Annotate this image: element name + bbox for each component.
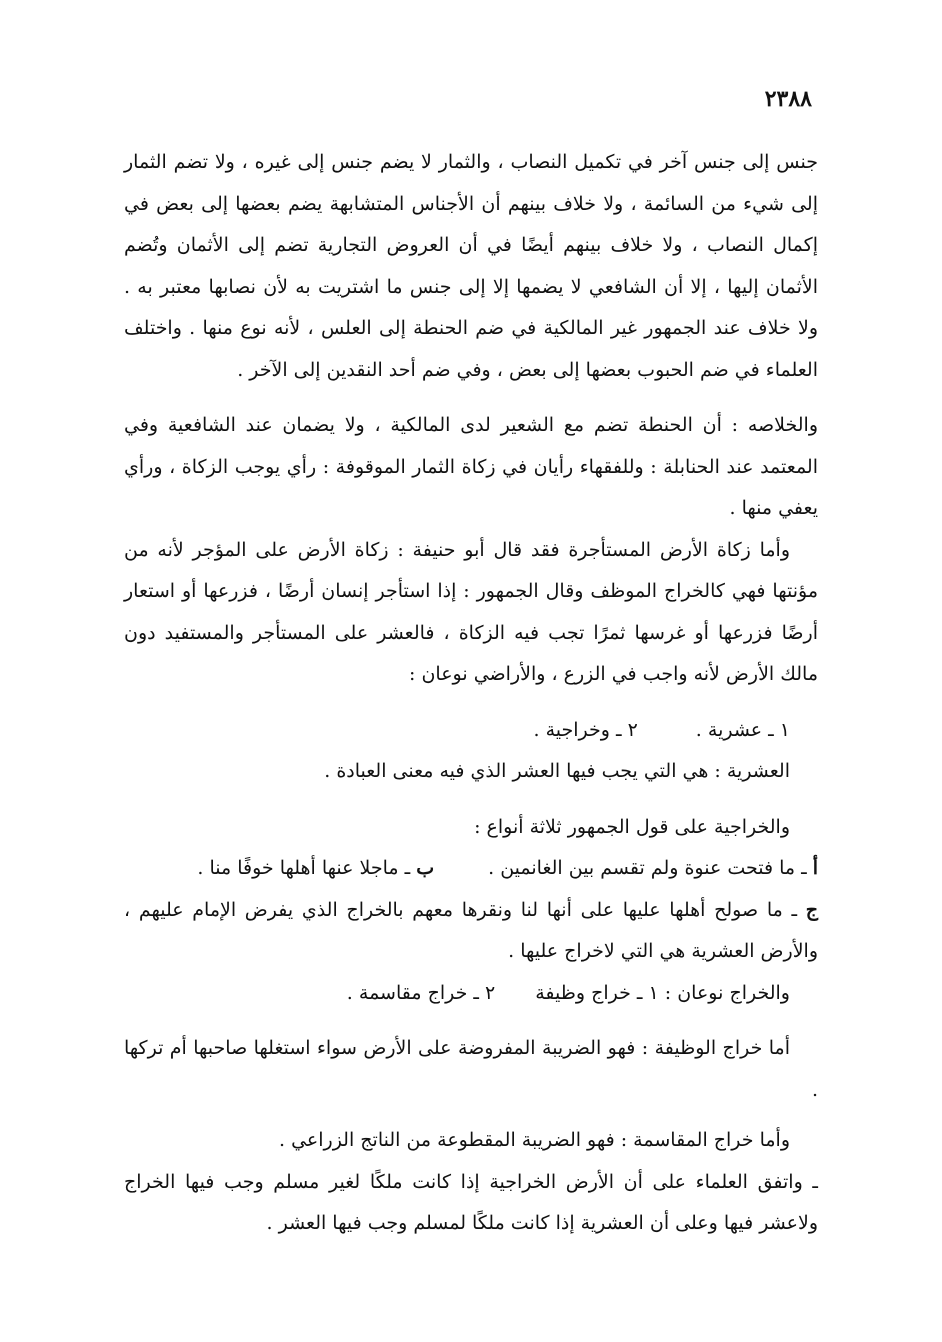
paragraph-rented-land: وأما زكاة الأرض المستأجرة فقد قال أبو حنيفة : زكاة الأرض على المؤجر لأنه من مؤنتها فهي كالخراج الموظف وقال الجمهور : إذا استأجر إنسان أرضًا ، فزرعها أو استعار أرضًا فزرعها أو غرسها ثمرًا تجب فيه الزكاة ، فالعشر على المستأجر والمستفيد دون مالك الأرض لأنه واجب في الزرع ، والأراضي نوعان :: [124, 538, 818, 685]
item-jim-text: ـ ما صولح أهلها عليها على أنها لنا ونقرها معهم بالخراج الذي يفرض الإمام عليهم ، والأرض العشرية هي التي لاخراج عليها .: [124, 898, 818, 962]
kharajiya-intro: والخراجية على قول الجمهور ثلاثة أنواع :: [474, 815, 790, 838]
land-types-row: [124, 710, 818, 752]
kharajiya-type-jim: [124, 890, 818, 973]
item-alef-text: ـ ما فتحت عنوة ولم تقسم بين الغانمين .: [488, 857, 813, 879]
kharaj-type-wazifa: والخراج نوعان : ١ ـ خراج وظيفة: [535, 981, 790, 1004]
item-letter-alef: أ: [812, 857, 818, 879]
item-ba-text: ـ ماجلا عنها أهلها خوفًا منا .: [197, 857, 417, 879]
kharaj-type-muqasama: ٢ ـ خراج مقاسمة .: [346, 981, 496, 1004]
wazifa-definition: أما خراج الوظيفة : فهو الضريبة المفروضة على الأرض سواء استغلها صاحبها أم تركها .: [124, 1037, 818, 1101]
kharajiya-types-ab: [124, 848, 818, 890]
scholars-agreement: ـ واتفق العلماء على أن الأرض الخراجية إذا كانت ملكًا لغير مسلم وجب فيها الخراج ولاعشر فيها وعلى أن العشرية إذا كانت ملكًا لمسلم وجب فيها العشر .: [124, 1170, 818, 1234]
item-letter-jim: ج: [805, 898, 818, 921]
main-text: [124, 142, 818, 1245]
item-letter-ba: ب: [416, 857, 435, 879]
land-type-ushriya: ١ ـ عشرية .: [695, 718, 790, 741]
kharaj-types-row: [124, 973, 818, 1015]
ushriya-definition: العشرية : هي التي يجب فيها العشر الذي فيه معنى العبادة .: [324, 760, 790, 782]
paragraph-grouping-of-crops: جنس إلى جنس آخر في تكميل النصاب ، والثمار لا يضم جنس إلى غيره ، ولا تضم الثمار إلى شيء من السائمة ، ولا خلاف بينهم أن الأجناس المتشابهة يضم بعضها إلى بعض في إكمال النصاب ، ولا خلاف بينهم أيضًا في أن العروض التجارية تضم إلى الأثمان وتُضم الأثمان إليها ، إلا أن الشافعي لا يضمها إلا إلى جنس ما اشتريت به لأن نصابها معتبر به . ولا خلاف عند الجمهور غير المالكية في ضم الحنطة إلى العلس ، لأنه نوع منها . واختلف العلماء في ضم الحبوب بعضها إلى بعض ، وفي ضم أحد النقدين إلى الآخر .: [124, 151, 818, 381]
land-type-kharajiya: ٢ ـ وخراجية .: [533, 718, 638, 741]
paragraph-summary: والخلاصه : أن الحنطة تضم مع الشعير لدى المالكية ، ولا يضمان عند الشافعية وفي المعتمد عند الحنابلة : وللفقهاء رأيان في زكاة الثمار الموقوفة : رأي يوجب الزكاة ، ورأي يعفي منها .: [124, 414, 818, 519]
muqasama-definition: وأما خراج المقاسمة : فهو الضريبة المقطوعة من الناتج الزراعي .: [278, 1129, 790, 1151]
page-number: ٢٣٨٨: [764, 86, 812, 112]
